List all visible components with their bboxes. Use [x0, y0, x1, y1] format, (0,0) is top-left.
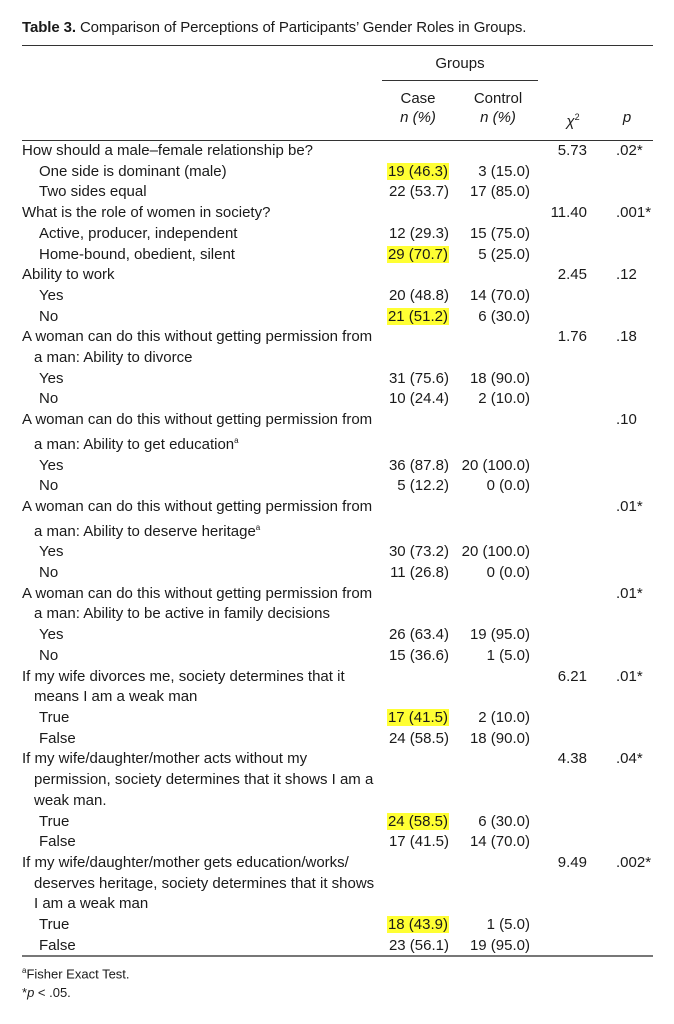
row-label-text: A woman can do this without getting permission from a man: Ability to get education — [22, 411, 373, 453]
row-label — [22, 812, 384, 833]
chi-symbol: χ — [566, 113, 575, 130]
p-value-text: .001* — [616, 204, 652, 222]
row-label-text: True — [39, 708, 70, 726]
case-value-text: 10 (24.4) — [388, 390, 449, 408]
row-label — [22, 410, 379, 455]
case-value-text: 11 (26.8) — [390, 564, 449, 582]
option-row — [22, 245, 653, 266]
control-value — [470, 936, 530, 957]
case-value-text: 24 (58.5) — [388, 729, 449, 747]
option-row — [22, 162, 653, 183]
case-value — [387, 708, 449, 729]
option-row — [22, 286, 653, 307]
case-value — [387, 915, 449, 936]
row-label — [22, 542, 384, 563]
control-value — [478, 708, 530, 729]
question-row — [22, 203, 653, 224]
control-label: Control — [473, 90, 523, 107]
row-label — [22, 936, 384, 957]
case-value-text: 30 (73.2) — [388, 543, 449, 561]
footnote-marker: a — [255, 522, 261, 532]
control-value-text: 14 (70.0) — [469, 833, 530, 851]
row-label-text: Two sides equal — [39, 183, 147, 201]
option-row — [22, 182, 653, 203]
chi-value-text: 9.49 — [557, 853, 587, 871]
question-row — [22, 265, 653, 286]
row-label-text: A woman can do this without getting permission from a man: Ability to deserve heritage — [22, 497, 373, 540]
row-label-text: If my wife/daughter/mother gets education/works/ deserves heritage, society determines that it shows I am a weak man — [22, 853, 375, 913]
chi-header — [558, 108, 588, 131]
row-label — [22, 749, 379, 811]
p-value-text: .18 — [616, 328, 637, 346]
p-value-text: .01* — [616, 584, 643, 602]
footnote-a-text: Fisher Exact Test. — [26, 966, 130, 982]
control-value — [478, 245, 530, 266]
chi-value-text: 4.38 — [557, 750, 587, 768]
chi-value-text: 6.21 — [557, 667, 587, 685]
top-rule — [22, 45, 653, 46]
row-label — [22, 708, 384, 729]
chi-value-text: 2.45 — [557, 266, 587, 284]
question-row — [22, 497, 653, 542]
footnote-star: * — [22, 985, 28, 1000]
option-row — [22, 369, 653, 390]
control-value — [487, 476, 530, 497]
row-label-text: No — [39, 646, 59, 664]
p-value — [616, 203, 651, 224]
case-value-text: 36 (87.8) — [388, 456, 449, 474]
case-value — [397, 476, 449, 497]
control-value-text: 3 (15.0) — [478, 162, 530, 180]
p-header: p — [622, 109, 632, 126]
chi-value-text: 1.76 — [557, 328, 587, 346]
row-label — [22, 141, 379, 162]
chi-sup: 2 — [574, 112, 580, 122]
row-label — [22, 625, 384, 646]
question-row — [22, 667, 653, 708]
control-value-text: 0 (0.0) — [486, 564, 530, 582]
p-value-text: .02* — [616, 142, 643, 159]
option-row — [22, 708, 653, 729]
case-value-text: 19 (46.3) — [387, 162, 448, 180]
chi-value — [558, 749, 587, 770]
option-row — [22, 812, 653, 833]
control-value — [478, 812, 530, 833]
row-label — [22, 182, 384, 203]
row-label — [22, 307, 384, 328]
question-row — [22, 410, 653, 455]
case-value — [389, 182, 449, 203]
p-value-text: .10 — [616, 411, 637, 429]
row-label — [22, 497, 379, 542]
row-label-text: One side is dominant (male) — [39, 162, 227, 180]
row-label-text: False — [39, 936, 76, 954]
chi-value-text: 11.40 — [550, 204, 587, 222]
p-value-text: .002* — [616, 853, 652, 871]
control-value-text: 5 (25.0) — [478, 245, 530, 263]
case-value-text: 5 (12.2) — [397, 477, 449, 495]
control-value-text: 2 (10.0) — [478, 708, 530, 726]
row-label-text: If my wife/daughter/mother acts without my permission, society determines that it shows I am a weak man. — [22, 750, 374, 809]
control-value — [470, 224, 530, 245]
question-row — [22, 749, 653, 811]
row-label — [22, 456, 384, 477]
option-row — [22, 476, 653, 497]
case-value — [389, 224, 449, 245]
footnote-p-italic: p — [27, 985, 35, 1000]
footnote-a-mark: a — [22, 966, 27, 975]
row-label — [22, 915, 384, 936]
case-value — [387, 812, 449, 833]
table-caption: Comparison of Perceptions of Participants’ Gender Roles in Groups. — [79, 19, 527, 36]
row-label — [22, 265, 379, 286]
row-label — [22, 584, 379, 625]
row-label-text: Home-bound, obedient, silent — [39, 245, 235, 263]
option-row — [22, 307, 653, 328]
row-label — [22, 646, 384, 667]
row-label-text: Yes — [39, 543, 64, 561]
chi-value — [558, 141, 587, 162]
row-label-text: Yes — [39, 456, 64, 474]
row-label — [22, 162, 384, 183]
row-label — [22, 832, 384, 853]
row-label — [22, 327, 379, 368]
p-value — [616, 497, 643, 518]
question-row — [22, 327, 653, 368]
case-value-text: 18 (43.9) — [387, 916, 448, 934]
p-value — [616, 853, 651, 874]
row-label — [22, 224, 384, 245]
case-header — [388, 89, 448, 127]
case-value — [389, 389, 449, 410]
control-value-text: 1 (5.0) — [486, 646, 530, 664]
p-value-text: .01* — [616, 497, 643, 515]
case-value-text: 12 (29.3) — [388, 224, 449, 242]
question-row — [22, 141, 653, 162]
case-value — [389, 832, 449, 853]
p-value — [616, 667, 643, 688]
p-value — [616, 410, 637, 431]
p-value — [616, 584, 643, 605]
row-label-text: Active, producer, independent — [39, 224, 238, 242]
p-value — [616, 327, 637, 348]
case-label: Case — [400, 90, 436, 107]
case-value — [389, 286, 449, 307]
option-row — [22, 563, 653, 584]
row-label-text: Yes — [39, 369, 64, 387]
footnote-p — [22, 985, 71, 1000]
row-label — [22, 853, 379, 915]
control-value — [487, 646, 530, 667]
case-value — [389, 729, 449, 750]
chi-value-text: 5.73 — [557, 142, 587, 159]
control-value — [478, 389, 530, 410]
chi-value — [558, 853, 587, 874]
row-label-text: How should a male–female relationship be? — [22, 142, 314, 159]
p-value — [616, 265, 637, 286]
row-label-text: No — [39, 390, 59, 408]
case-value — [389, 542, 449, 563]
control-value-text: 20 (100.0) — [461, 543, 530, 561]
table-title — [22, 19, 526, 36]
row-label — [22, 563, 384, 584]
chi-value — [558, 667, 587, 688]
case-value — [389, 936, 449, 957]
row-label — [22, 476, 384, 497]
control-value-text: 1 (5.0) — [486, 916, 530, 934]
case-value-text: 22 (53.7) — [388, 183, 449, 201]
p-value-text: .12 — [616, 266, 637, 284]
option-row — [22, 625, 653, 646]
case-value — [389, 625, 449, 646]
control-value — [462, 456, 530, 477]
case-value — [387, 245, 449, 266]
option-row — [22, 224, 653, 245]
footnote-marker: a — [234, 435, 239, 445]
control-value-text: 2 (10.0) — [478, 390, 530, 408]
case-value — [389, 456, 449, 477]
groups-rule — [382, 80, 538, 81]
control-value-text: 18 (90.0) — [469, 369, 530, 387]
bottom-rule — [22, 955, 653, 957]
control-value — [487, 915, 530, 936]
control-value-text: 19 (95.0) — [469, 936, 530, 954]
row-label-text: Yes — [39, 626, 64, 644]
option-row — [22, 915, 653, 936]
case-value-text: 21 (51.2) — [387, 307, 448, 325]
row-label-text: False — [39, 729, 76, 747]
case-value — [389, 369, 449, 390]
option-row — [22, 456, 653, 477]
row-label — [22, 389, 384, 410]
control-value-text: 18 (90.0) — [469, 729, 530, 747]
control-value-text: 6 (30.0) — [478, 307, 530, 325]
control-value-text: 17 (85.0) — [469, 183, 530, 201]
footnote-a — [22, 966, 130, 981]
option-row — [22, 646, 653, 667]
option-row — [22, 542, 653, 563]
control-value — [470, 832, 530, 853]
question-row — [22, 584, 653, 625]
groups-header: Groups — [435, 55, 485, 72]
case-value-text: 24 (58.5) — [387, 812, 448, 830]
question-row — [22, 853, 653, 915]
case-value-text: 29 (70.7) — [387, 245, 448, 263]
chi-value — [558, 327, 587, 348]
row-label-text: No — [39, 307, 59, 325]
control-value — [470, 286, 530, 307]
control-value — [470, 625, 530, 646]
control-value — [470, 369, 530, 390]
control-value-text: 19 (95.0) — [469, 626, 530, 644]
row-label — [22, 729, 384, 750]
control-value-text: 15 (75.0) — [469, 224, 530, 242]
case-value — [387, 307, 449, 328]
row-label — [22, 667, 379, 708]
control-value — [478, 307, 530, 328]
control-value — [487, 563, 530, 584]
row-label-text: False — [39, 833, 76, 851]
table-body — [22, 141, 653, 956]
control-value-text: 20 (100.0) — [461, 456, 530, 474]
control-value — [470, 729, 530, 750]
case-value — [387, 162, 449, 183]
row-label-text: If my wife divorces me, society determines that it means I am a weak man — [22, 667, 345, 706]
case-value-text: 31 (75.6) — [388, 369, 449, 387]
row-label-text: A woman can do this without getting permission from a man: Ability to divorce — [22, 328, 373, 367]
p-value — [616, 141, 643, 162]
row-label — [22, 203, 379, 224]
row-label-text: Ability to work — [22, 266, 115, 284]
control-header — [465, 89, 531, 127]
case-value — [390, 563, 449, 584]
row-label-text: True — [39, 916, 70, 934]
control-value — [470, 182, 530, 203]
row-label-text: A woman can do this without getting permission from a man: Ability to be active in family decisions — [22, 584, 373, 623]
footnote-p-text: < .05. — [34, 985, 71, 1000]
p-value-text: .04* — [616, 750, 643, 768]
case-value — [389, 646, 449, 667]
control-value-text: 14 (70.0) — [469, 286, 530, 304]
table-label: Table 3. — [22, 19, 76, 36]
control-value — [478, 162, 530, 183]
control-value — [462, 542, 530, 563]
control-value-text: 0 (0.0) — [486, 477, 530, 495]
p-value-text: .01* — [616, 667, 643, 685]
row-label — [22, 286, 384, 307]
p-value — [616, 749, 643, 770]
option-row — [22, 389, 653, 410]
row-label-text: No — [39, 564, 59, 582]
case-value-text: 20 (48.8) — [388, 286, 449, 304]
control-sub: n (%) — [480, 109, 516, 126]
option-row — [22, 729, 653, 750]
row-label — [22, 245, 384, 266]
chi-value — [551, 203, 587, 224]
case-value-text: 15 (36.6) — [388, 646, 449, 664]
case-sub: n (%) — [400, 109, 436, 126]
case-value-text: 26 (63.4) — [388, 626, 449, 644]
case-value-text: 23 (56.1) — [388, 936, 449, 954]
option-row — [22, 936, 653, 957]
row-label-text: True — [39, 812, 70, 830]
case-value-text: 17 (41.5) — [387, 708, 448, 726]
row-label-text: What is the role of women in society? — [22, 204, 271, 222]
control-value-text: 6 (30.0) — [478, 812, 530, 830]
chi-value — [558, 265, 587, 286]
option-row — [22, 832, 653, 853]
row-label-text: Yes — [39, 286, 64, 304]
row-label-text: No — [39, 477, 59, 495]
row-label — [22, 369, 384, 390]
case-value-text: 17 (41.5) — [388, 833, 449, 851]
